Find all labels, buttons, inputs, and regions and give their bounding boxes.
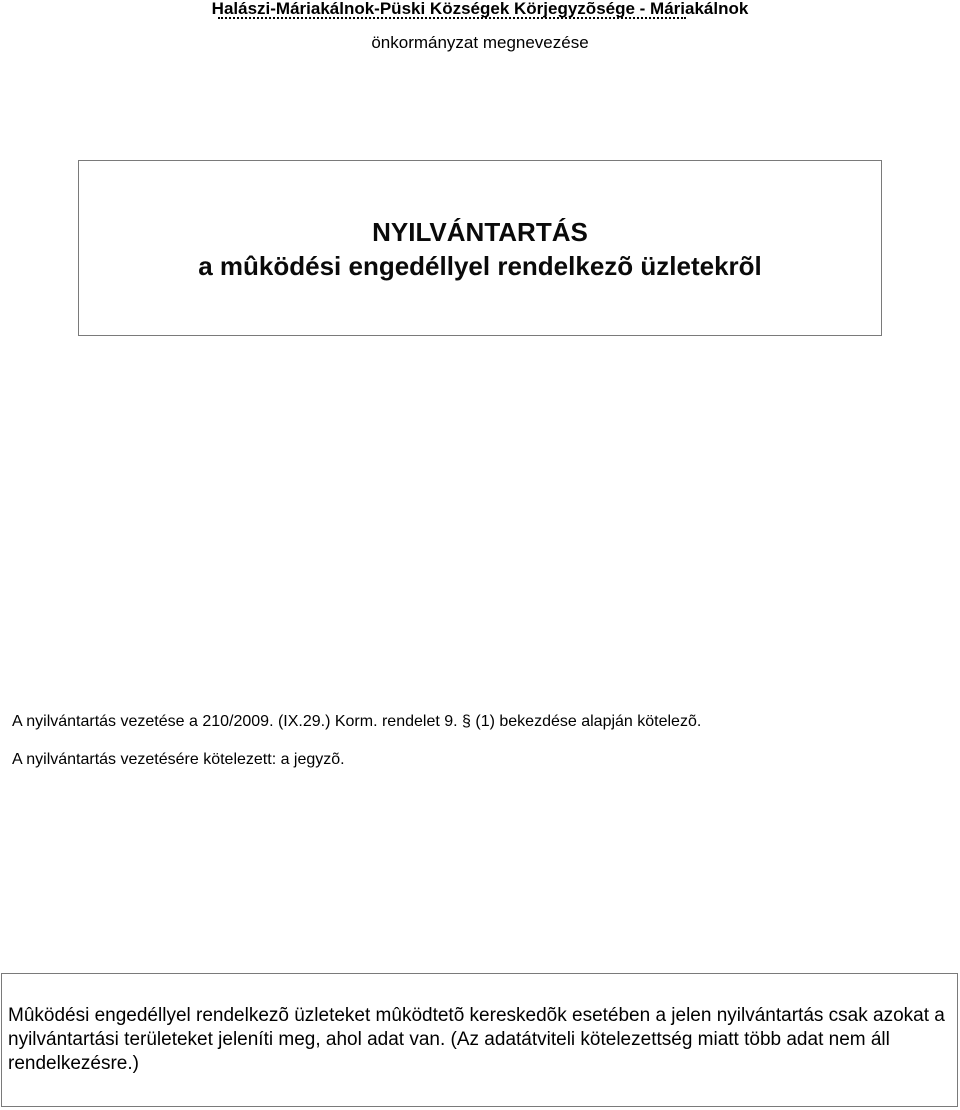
document-subtitle: a mûködési engedéllyel rendelkezõ üzletekrõl <box>198 251 762 281</box>
note-box <box>1 973 958 1107</box>
document-title-box <box>78 160 882 336</box>
dotted-underline <box>218 17 686 23</box>
responsible-person-text: A nyilvántartás vezetésére kötelezett: a jegyzõ. <box>12 751 345 768</box>
note-text: Mûködési engedéllyel rendelkezõ üzleteket mûködtetõ kereskedõk esetében a jelen nyilvántartás csak azokat a nyilvántartási területeket jeleníti meg, ahol adat van. (Az adatátviteli kötelezettség miatt több adat nem áll rendelkezésre.) <box>8 1005 945 1074</box>
document-title: NYILVÁNTARTÁS <box>372 217 588 247</box>
municipality-name: Halászi-Máriakálnok-Püski Községek Körjegyzõsége - Máriakálnok <box>211 0 749 18</box>
municipality-caption: önkormányzat megnevezése <box>371 33 589 52</box>
legal-basis-text: A nyilvántartás vezetése a 210/2009. (IX.29.) Korm. rendelet 9. § (1) bekezdése alapján kötelezõ. <box>12 713 702 730</box>
